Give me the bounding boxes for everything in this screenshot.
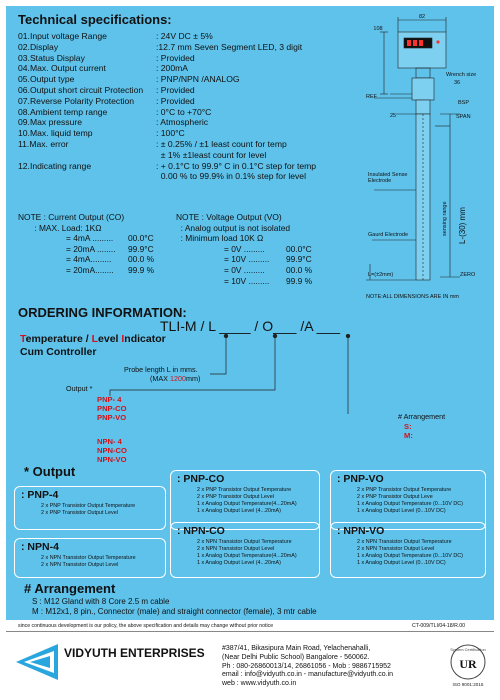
product-subtitle: Cum Controller [20, 346, 97, 358]
output-card-line: 1 x Analog Output Temperature(4...20mA) [197, 501, 297, 507]
spec-label [18, 150, 156, 161]
output-card-lines [197, 539, 297, 567]
note-signal: = 20mA ........ [66, 243, 116, 254]
note-line: : MAX. Load: 1KΩ [18, 222, 102, 233]
spec-label [18, 96, 156, 107]
output-card-line: 2 x PNP Transistor Output Temperature [197, 487, 292, 493]
note-signal: = 0V ......... [224, 264, 265, 275]
note-value-row [176, 244, 312, 255]
probe-length-label: Probe length L in mms. [124, 365, 198, 374]
spec-row [18, 150, 316, 161]
note-reading: 99.9°C [286, 254, 312, 265]
spec-value: ± 1% ±1least count for level [156, 149, 267, 160]
lmm-label: L=(±2mm) [368, 272, 394, 278]
dimension-note: NOTE:ALL DIMENSIONS ARE IN mm [366, 294, 460, 300]
spec-value: : Provided [156, 84, 195, 95]
sensor-dimension-diagram [360, 14, 490, 304]
output-card-title: : PNP-4 [21, 489, 59, 501]
output-card [170, 470, 320, 530]
note-signal: = 4mA......... [66, 254, 112, 265]
spec-value: : ± 0.25% / ±1 least count for temp [156, 138, 287, 149]
svg-text:System Certification: System Certification [450, 647, 486, 652]
note-signal: = 4mA ......... [66, 233, 114, 244]
note-line: NOTE : Current Output (CO) [18, 212, 125, 222]
output-card [330, 522, 486, 578]
doc-number: CT-009/TLI/04-18/R.00 [412, 623, 466, 629]
probe-max-label: (MAX 1200mm) [150, 374, 201, 383]
arrangement-options [404, 422, 413, 440]
spec-label [18, 171, 156, 182]
note-line: : Analog output is not isolated [176, 222, 291, 233]
spec-value: :12.7 mm Seven Segment LED, 3 digit [156, 41, 303, 52]
spec-row [18, 139, 316, 150]
note-reading: 00.0°C [128, 233, 154, 244]
disclaimer: since continuous development is our policy, the above specification and details may change without prior notice [18, 623, 274, 629]
output-card-line: 2 x NPN Transistor Output Level [197, 546, 275, 552]
spec-row [18, 161, 316, 172]
spec-label [18, 63, 156, 74]
spec-label [18, 139, 156, 150]
output-option: NPN-VO [97, 455, 127, 465]
arrangement-m: M : M12x1, 8 pin., Connector (male) and straight connector (female), 3 mtr cable [32, 607, 317, 616]
spec-name: Indicating range [29, 160, 92, 171]
output-card-line: 2 x NPN Transistor Output Temperature [357, 539, 452, 545]
spec-label [18, 74, 156, 85]
note-value-row [18, 233, 154, 244]
spec-value: 0.00 % to 99.9% in 0.1% step for level [156, 171, 307, 182]
note-reading: 00.0 % [128, 254, 155, 265]
note-line: : Minimum load 10K Ω [176, 233, 264, 244]
output-option: PNP- 4 [97, 395, 122, 404]
spec-row [18, 74, 316, 85]
note-reading: 99.9 % [128, 264, 155, 275]
output-card-line: 1 x Analog Output Level (0...10V DC) [357, 560, 446, 566]
spec-label [18, 107, 156, 118]
output-options [97, 395, 127, 464]
spec-row [18, 107, 316, 118]
output-card-line: 1 x Analog Output Temperature (0...10V DC) [357, 501, 463, 507]
output-card-line: 1 x Analog Output Temperature(4...20mA) [197, 553, 297, 559]
output-card-title: : NPN-CO [177, 525, 225, 537]
tech-heading: Technical specifications: [18, 12, 172, 27]
note-signal: = 20mA........ [66, 264, 114, 275]
spec-name: Max pressure [29, 117, 83, 128]
output-card [14, 486, 166, 530]
note-signal: = 10V ......... [224, 254, 270, 265]
output-card [170, 522, 320, 578]
spec-value: : 24V DC ± 5% [156, 31, 213, 41]
output-card-lines [357, 539, 463, 567]
spec-value: : 100°C [156, 128, 185, 139]
spec-number: 01. [18, 31, 30, 41]
footer-divider [6, 631, 494, 632]
spec-name: Max. error [29, 138, 69, 149]
spec-name: Ambient temp range [29, 106, 108, 117]
output-card-line: 1 x Analog Output Level (4...20mA) [197, 560, 281, 566]
spec-number: 08. [18, 106, 30, 117]
note-signal: = 0V ......... [224, 243, 265, 254]
note-current-output [18, 212, 154, 276]
output-card-line: 2 x PNP Transistor Output Level [197, 494, 274, 500]
company-address: #387/41, Bikasipura Main Road, Yelachenahalli, (Near Delhi Public School) Bangalore - 560062. Ph : 080-26860013/14, 26861056 - Mob : 9886715952 email : info@vidyuth.co.in - manufacture@vidyuth.co.in web : www.vidyuth.co.in [222, 645, 394, 688]
spec-list [18, 31, 316, 182]
output-card-line: 2 x PNP Transistor Output Temperature [357, 487, 452, 493]
note-value-row [176, 276, 312, 287]
output-card-title: : NPN-4 [21, 541, 59, 553]
spec-name: Status Display [29, 52, 85, 63]
note-value-row [18, 254, 154, 265]
output-card-line: 1 x Analog Output Level (0...10V DC) [357, 508, 446, 514]
spec-row [18, 128, 316, 139]
product-title: Temperature / Level Indicator [20, 333, 166, 345]
spec-value: : + 0.1°C to 99.9° C in 0.1°C step for temp [156, 160, 317, 171]
spec-row [18, 96, 316, 107]
spec-number: 04. [18, 63, 30, 74]
spec-number: 09. [18, 117, 30, 128]
note-value-row [18, 244, 154, 255]
spec-value: : 0°C to +70°C [156, 106, 212, 117]
output-card-line: 2 x NPN Transistor Output Temperature [197, 539, 292, 545]
output-heading: * Output [24, 464, 76, 479]
spec-number: 12. [18, 160, 30, 171]
spec-row [18, 85, 316, 96]
spec-name: Output short circuit Protection [29, 84, 144, 95]
spec-label [18, 42, 156, 53]
l30-label: L-(30) mm [458, 207, 467, 244]
output-option: PNP-CO [97, 404, 127, 414]
output-card-title: : NPN-VO [337, 525, 385, 537]
output-card-lines [41, 503, 135, 517]
note-reading: 00.0 % [286, 264, 313, 275]
zero-label: ZERO [460, 272, 476, 278]
spec-row [18, 117, 316, 128]
spec-name: Output type [29, 74, 75, 85]
spec-row [18, 42, 316, 53]
order-code: TLI-M / L ____ / O___ /A ___ [160, 318, 341, 334]
output-card-title: : PNP-VO [337, 473, 384, 485]
company-logo [10, 640, 70, 684]
wrench-value: 36 [454, 80, 461, 86]
output-label: Output * [66, 384, 93, 393]
arrangement-heading: # Arrangement [24, 581, 116, 596]
svg-text:ISO 9001:2015: ISO 9001:2015 [452, 682, 484, 687]
company-name: VIDYUTH ENTERPRISES [64, 646, 205, 660]
spec-value: : PNP/NPN /ANALOG [156, 74, 240, 85]
output-card-line: 2 x NPN Transistor Output Level [41, 562, 119, 568]
note-value-row [176, 265, 312, 276]
note-value-row [18, 265, 154, 276]
note-voltage-output [176, 212, 312, 286]
span-label: SPAN [456, 114, 471, 120]
note-value-row [176, 254, 312, 265]
spec-value: : 200mA [156, 63, 189, 74]
output-option: NPN- 4 [97, 436, 122, 446]
spec-name: Display [29, 41, 59, 52]
spec-number: 02. [18, 41, 30, 52]
output-option: PNP-VO [97, 413, 127, 423]
bsp-label: BSP [458, 100, 470, 106]
output-card [14, 538, 166, 578]
output-card-line: 2 x NPN Transistor Output Level [357, 546, 435, 552]
spec-label [18, 53, 156, 64]
dim-25-label: 25 [390, 113, 397, 119]
arrangement-option-s: S: [404, 422, 412, 431]
output-card-line: 2 x NPN Transistor Output Temperature [41, 555, 136, 561]
spec-row [18, 31, 316, 42]
output-card-lines [197, 487, 297, 515]
output-option: NPN-CO [97, 445, 127, 455]
spec-label [18, 128, 156, 139]
svg-text:UR: UR [459, 657, 477, 671]
note-reading: 00.0°C [286, 243, 312, 254]
output-card-line: 1 x Analog Output Temperature (0...10V DC) [357, 553, 463, 559]
spec-row [18, 53, 316, 64]
dim-82-label: 82 [418, 14, 426, 20]
insulated-label-2: Electrode [368, 178, 392, 184]
spec-number: 07. [18, 95, 30, 106]
certification-seal [447, 642, 491, 690]
spec-value: : Provided [156, 95, 195, 106]
note-line: NOTE : Voltage Output (VO) [176, 212, 282, 222]
wrench-label: Wrench size [446, 72, 477, 78]
output-card-lines [357, 487, 463, 515]
ref-label: REF [366, 94, 377, 100]
arrangement-s: S : M12 Gland with 8 Core 2.5 m cable [32, 597, 170, 606]
spec-label [18, 161, 156, 172]
spec-number: 05. [18, 74, 30, 85]
dim-108-label: 108 [373, 26, 383, 32]
spec-number: 10. [18, 128, 30, 139]
output-card-line: 2 x PNP Transistor Output Level [41, 510, 118, 516]
arrangement-option-m: M: [404, 431, 413, 441]
note-signal: = 10V ......... [224, 275, 270, 286]
spec-name: Max. liquid temp [29, 128, 93, 139]
spec-row [18, 63, 316, 74]
spec-name: Reverse Polarity Protection [29, 95, 135, 106]
arrangement-option-label: # Arrangement [398, 412, 446, 421]
output-card-title: : PNP-CO [177, 473, 225, 485]
spec-label [18, 31, 156, 42]
spec-value: : Provided [156, 52, 195, 63]
output-card [330, 470, 486, 530]
spec-name: Input voltage Range [29, 31, 107, 41]
note-reading: 99.9°C [128, 243, 154, 254]
note-reading: 99.9 % [286, 275, 313, 286]
output-card-line: 1 x Analog Output Level (4...20mA) [197, 508, 281, 514]
output-card-line: 2 x PNP Transistor Output Temperature [41, 503, 136, 509]
spec-value: : Atmospheric [156, 117, 209, 128]
spec-number: 06. [18, 84, 30, 95]
spec-number: 11. [18, 138, 30, 149]
spec-number: 03. [18, 52, 30, 63]
insulated-label-1: Insulated Sense [368, 172, 408, 178]
spec-row [18, 171, 316, 182]
gaurd-label: Gaurd Electrode [368, 232, 409, 238]
spec-label [18, 85, 156, 96]
ordering-heading: ORDERING INFORMATION: [18, 305, 187, 320]
spec-name: Max. Output current [29, 63, 106, 74]
sensing-range-label: sensing range [442, 201, 448, 236]
output-card-lines [41, 555, 136, 569]
output-card-line: 2 x PNP Transistor Output Leve [357, 494, 433, 500]
spec-label [18, 117, 156, 128]
